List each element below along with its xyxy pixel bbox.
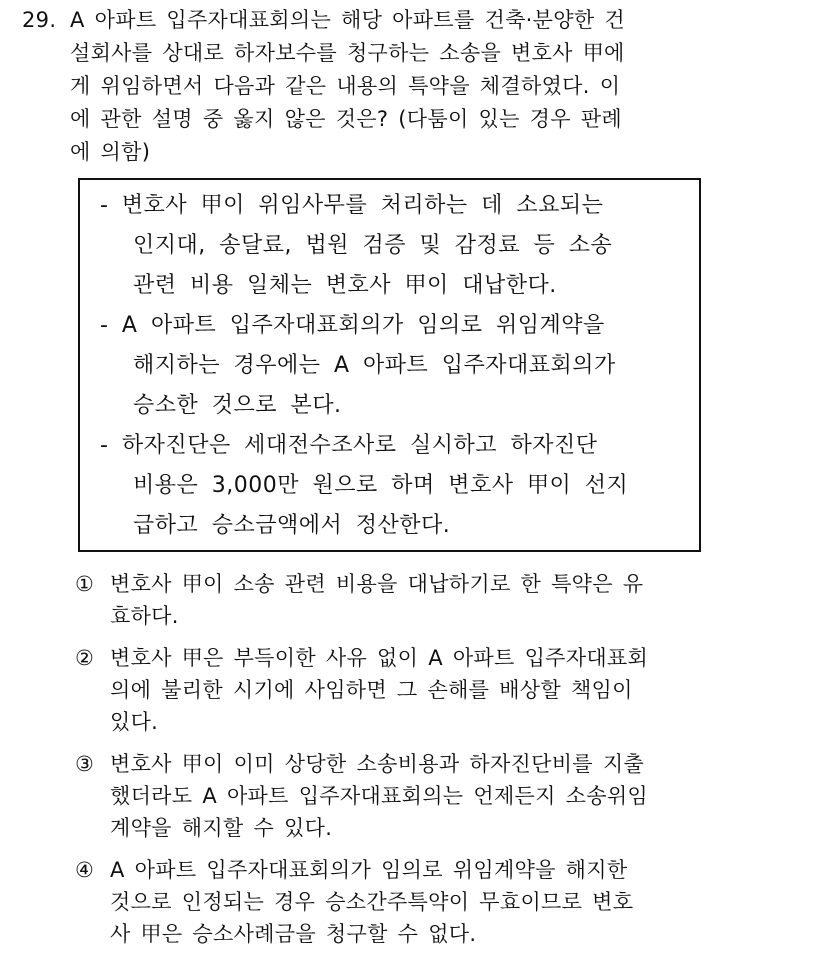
question-stem-line: 29. A 아파트 입주자대표회의는 해당 아파트를 건축·분양한 건 (22, 4, 782, 37)
box-line: 승소한 것으로 본다. (133, 393, 342, 418)
choice-marker: ① (75, 572, 95, 596)
question-number: 29. (22, 8, 57, 32)
answer-choices (75, 568, 775, 960)
box-line: 인지대, 송달료, 법원 검증 및 감정료 등 소송 (133, 233, 613, 258)
choice-marker: ③ (75, 752, 95, 776)
choice-marker: ② (75, 646, 95, 670)
box-line: 관련 비용 일체는 변호사 甲이 대납한다. (133, 273, 557, 298)
box-line: - 하자진단은 세대전수조사로 실시하고 하자진단 (100, 433, 598, 458)
box-line: 급하고 승소금액에서 정산한다. (133, 513, 451, 538)
box-line: 비용은 3,000만 원으로 하며 변호사 甲이 선지 (133, 473, 629, 498)
choice-2[interactable]: ② 변호사 甲은 부득이한 사유 없이 A 아파트 입주자대표회 의에 불리한 시기에 사임하면 그 손해를 배상할 책임이 있다. (75, 642, 775, 738)
choice-3[interactable]: ③ 변호사 甲이 이미 상당한 소송비용과 하자진단비를 지출 했더라도 A 아파트 입주자대표회의는 언제든지 소송위임 계약을 해지할 수 있다. (75, 748, 775, 844)
question-stem-line: 에 의함) (70, 140, 151, 164)
special-terms-box (78, 178, 701, 552)
question-stem-line: 에 관한 설명 중 옳지 않은 것은? (다툼이 있는 경우 판례 (70, 107, 622, 131)
choice-marker: ④ (75, 858, 95, 882)
question-stem-line: 설회사를 상대로 하자보수를 청구하는 소송을 변호사 甲에 (70, 41, 625, 65)
box-line: - 변호사 甲이 위임사무를 처리하는 데 소요되는 (100, 193, 604, 218)
box-line: - A 아파트 입주자대표회의가 임의로 위임계약을 (100, 313, 605, 338)
choice-1[interactable]: ① 변호사 甲이 소송 관련 비용을 대납하기로 한 특약은 유 효하다. (75, 568, 775, 632)
question-stem-line: 게 위임하면서 다음과 같은 내용의 특약을 체결하였다. 이 (70, 74, 621, 98)
box-line: 해지하는 경우에는 A 아파트 입주자대표회의가 (133, 353, 616, 378)
question-stem (22, 4, 782, 169)
choice-4[interactable]: ④ A 아파트 입주자대표회의가 임의로 위임계약을 해지한 것으로 인정되는 경우 승소간주특약이 무효이므로 변호 사 甲은 승소사례금을 청구할 수 없다. (75, 854, 775, 950)
